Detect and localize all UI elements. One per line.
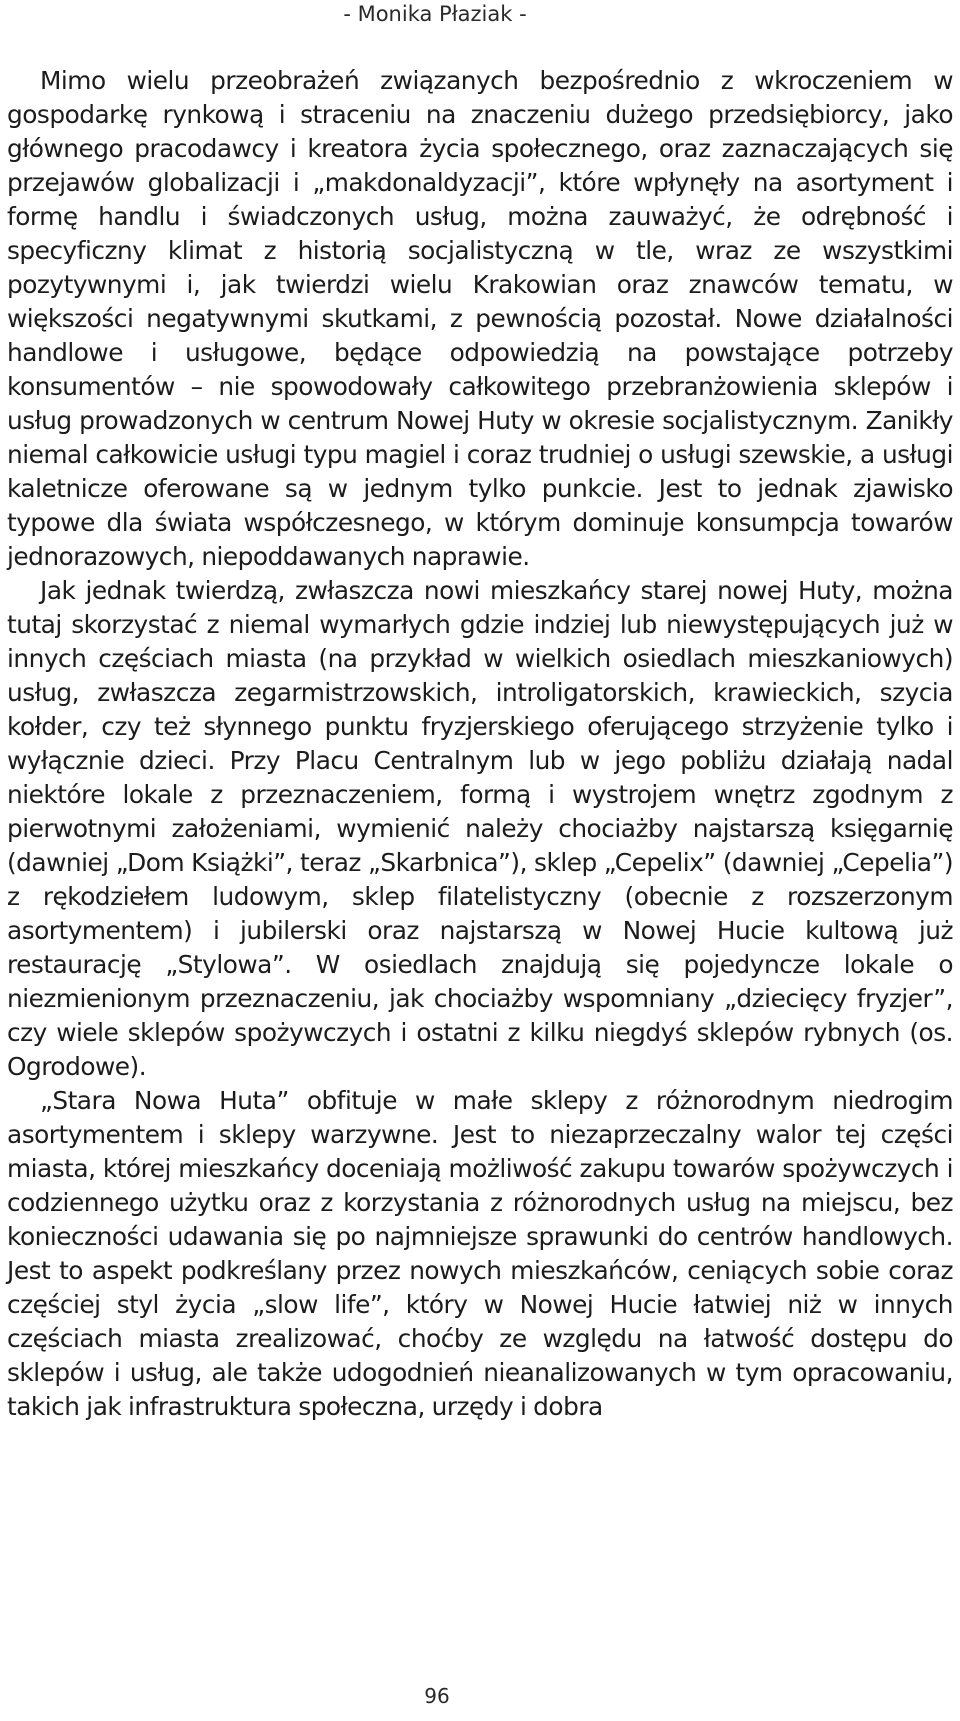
- running-header: - Monika Płaziak -: [343, 2, 527, 26]
- paragraph-3: „Stara Nowa Huta” obfituje w małe sklepy z różnorodnym niedrogim asortymentem i sklepy warzywne. Jest to niezaprzeczalny walor tej części miasta, której mieszkańcy doceniają możliwość zakupu towarów spożywczych i codziennego użytku oraz z korzystania z różnorodnych usług na miejscu, bez konieczności udawania się po najmniejsze sprawunki do centrów handlowych. Jest to aspekt podkreślany przez nowych mieszkańców, ceniących sobie coraz częściej styl życia „slow life”, który w Nowej Hucie łatwiej niż w innych częściach miasta zrealizować, choćby ze względu na łatwość dostępu do sklepów i usług, ale także udogodnień nieanalizowanych w tym opracowaniu, takich jak infrastruktura społeczna, urzędy i dobra: [7, 1086, 953, 1421]
- page-number: 96: [424, 1684, 450, 1708]
- body-text: [7, 64, 953, 1424]
- paragraph-1: Mimo wielu przeobrażeń związanych bezpośrednio z wkroczeniem w gospodarkę rynkową i straceniu na znaczeniu dużego przedsiębiorcy, jako głównego pracodawcy i kreatora życia społecznego, oraz zaznaczających się przejawów globalizacji i „makdonaldyzacji”, które wpłynęły na asortyment i formę handlu i świadczonych usług, można zauważyć, że odrębność i specyficzny klimat z historią socjalistyczną w tle, wraz ze wszystkimi pozytywnymi i, jak twierdzi wielu Krakowian oraz znawców tematu, w większości negatywnymi skutkami, z pewnością pozostał. Nowe działalności handlowe i usługowe, będące odpowiedzią na powstające potrzeby konsumentów – nie spowodowały całkowitego przebranżowienia sklepów i usług prowadzonych w centrum Nowej Huty w okresie socjalistycznym. Zanikły niemal całkowicie usługi typu magiel i coraz trudniej o usługi szewskie, a usługi kaletnicze oferowane są w jednym tylko punkcie. Jest to jednak zjawisko typowe dla świata współczesnego, w którym dominuje konsumpcja towarów jednorazowych, niepoddawanych naprawie.: [7, 66, 953, 571]
- paragraph-2: Jak jednak twierdzą, zwłaszcza nowi mieszkańcy starej nowej Huty, można tutaj skorzystać z niemal wymarłych gdzie indziej lub niewystępujących już w innych częściach miasta (na przykład w wielkich osiedlach mieszkaniowych) usług, zwłaszcza zegarmistrzowskich, introligatorskich, krawieckich, szycia kołder, czy też słynnego punktu fryzjerskiego oferującego strzyżenie tylko i wyłącznie dzieci. Przy Placu Centralnym lub w jego pobliżu działają nadal niektóre lokale z przeznaczeniem, formą i wystrojem wnętrz zgodnym z pierwotnymi założeniami, wymienić należy chociażby najstarszą księgarnię (dawniej „Dom Książki”, teraz „Skarbnica”), sklep „Cepelix” (dawniej „Cepelia”) z rękodziełem ludowym, sklep filatelistyczny (obecnie z rozszerzonym asortymentem) i jubilerski oraz najstarszą w Nowej Hucie kultową już restaurację „Stylowa”. W osiedlach znajdują się pojedyncze lokale o niezmienionym przeznaczeniu, jak chociażby wspomniany „dziecięcy fryzjer”, czy wiele sklepów spożywczych i ostatni z kilku niegdyś sklepów rybnych (os. Ogrodowe).: [7, 576, 953, 1081]
